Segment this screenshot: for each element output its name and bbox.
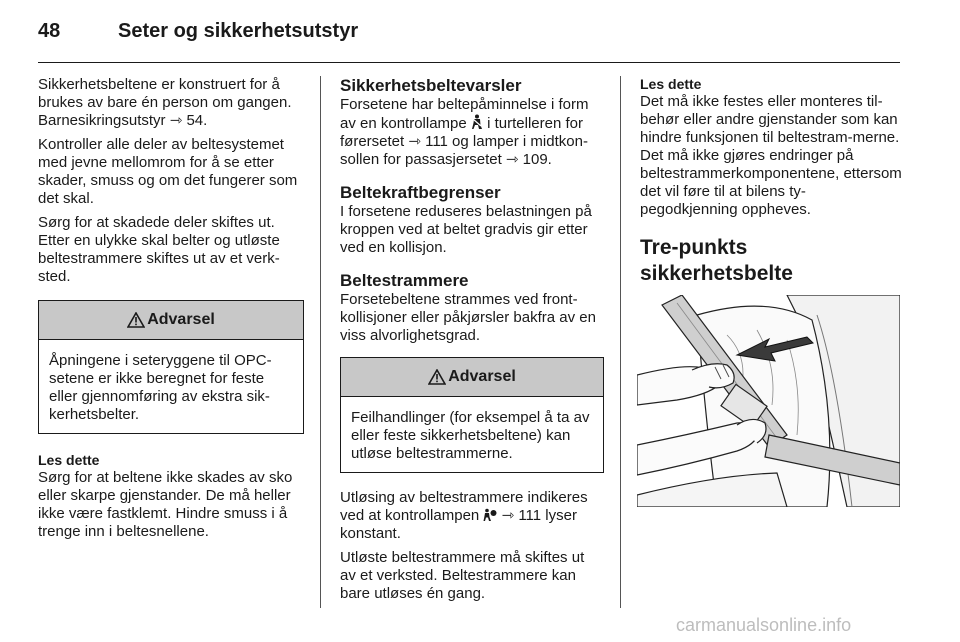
warning-header [341,358,603,397]
paragraph: Sikkerhetsbeltene er konstruert for å brukes av bare én person om gangen. Barnesikringsutstyr ⇾ 54. [38,76,292,129]
text-span: Utløsing av beltestrammere indikeres ved at kontrollampen [340,489,588,524]
warning-triangle-icon [127,312,145,328]
note-text: Sørg for at beltene ikke skades av sko eller skarpe gjenstander. De må heller ikke være fastklemt. Hindre smuss i å trenge inn i beltesnellene. [38,469,293,540]
paragraph [340,489,604,543]
text-span: i turtelleren for førersetet ⇾ 111 og lamper i midtkon-sollen for passasjersetet ⇾ 109. [340,115,588,168]
text-span: Forsetene har beltepåminnelse i form av en kontrollampe [340,96,589,132]
note [640,76,902,219]
section-heading: Beltestrammere [340,271,469,290]
warning-header [39,301,303,340]
section-heading: Sikkerhetsbeltevarsler [340,76,522,95]
warning-box [38,300,304,434]
warning-text: Feilhandlinger (for eksempel å ta av eller feste sikkerhetsbeltene) kan utløse beltestrammerne. [351,409,590,462]
column-1 [38,76,304,541]
seatbelt-fastening-illustration [637,295,900,507]
seatbelt-reminder-icon [471,114,483,130]
airbag-pretensioner-icon [483,508,497,522]
warning-triangle-icon [428,369,446,385]
paragraph: I forsetene reduseres belastningen på kroppen ved at beltet gradvis gir etter ved en kollisjon. [340,203,592,256]
page-header [38,18,900,63]
section-heading: Beltekraftbegrenser [340,183,501,202]
paragraph [340,96,604,169]
note [38,452,304,541]
paragraph: Kontroller alle deler av beltesystemet med jevne mellomrom for å se etter skader, smuss og om det fungerer som det skal. [38,136,298,207]
text-span: ⇾ 111 lyser konstant. [340,507,577,542]
paragraph: Utløste beltestrammere må skiftes ut av et verksted. Beltestrammere kan bare utløses én gang. [340,549,585,602]
section-force-limiter [340,183,604,257]
paragraph: Forsetebeltene strammes ved front-kollisjoner eller påkjørsler bakfra av en viss alvorlighetsgrad. [340,291,596,344]
section-belt-reminder [340,76,604,169]
note-text: Det må ikke festes eller monteres til-behør eller andre gjenstander som kan hindre funksjonen til beltestram-merne. Det må ikke gjøres endringer på beltestrammerkomponentene, ettersom det vil føre til at bilens ty-pegodkjenning oppheves. [640,93,902,218]
watermark: carmanualsonline.info [676,615,852,635]
page-title: Seter og sikkerhetsutstyr [118,20,359,42]
paragraph: Sørg for at skadede deler skiftes ut. Etter en ulykke skal belter og utløste beltestrammere skiftes ut av et verk-sted. [38,214,280,285]
warning-title: Advarsel [147,311,215,328]
page-number: 48 [38,20,61,42]
warning-title: Advarsel [448,368,516,385]
warning-box [340,357,604,473]
note-title: Les dette [38,452,100,468]
column-divider [620,76,621,608]
column-3 [640,76,902,321]
column-2 [340,76,604,609]
section-pretensioners [340,271,604,345]
warning-text: Åpningene i seteryggene til OPC-setene er ikke beregnet for feste eller gjennomføring av ekstra sik-kerhetsbelter. [49,352,272,423]
section-title: Tre-punkts sikkerhetsbelte [640,236,793,285]
note-title: Les dette [640,76,702,92]
column-divider [320,76,321,608]
